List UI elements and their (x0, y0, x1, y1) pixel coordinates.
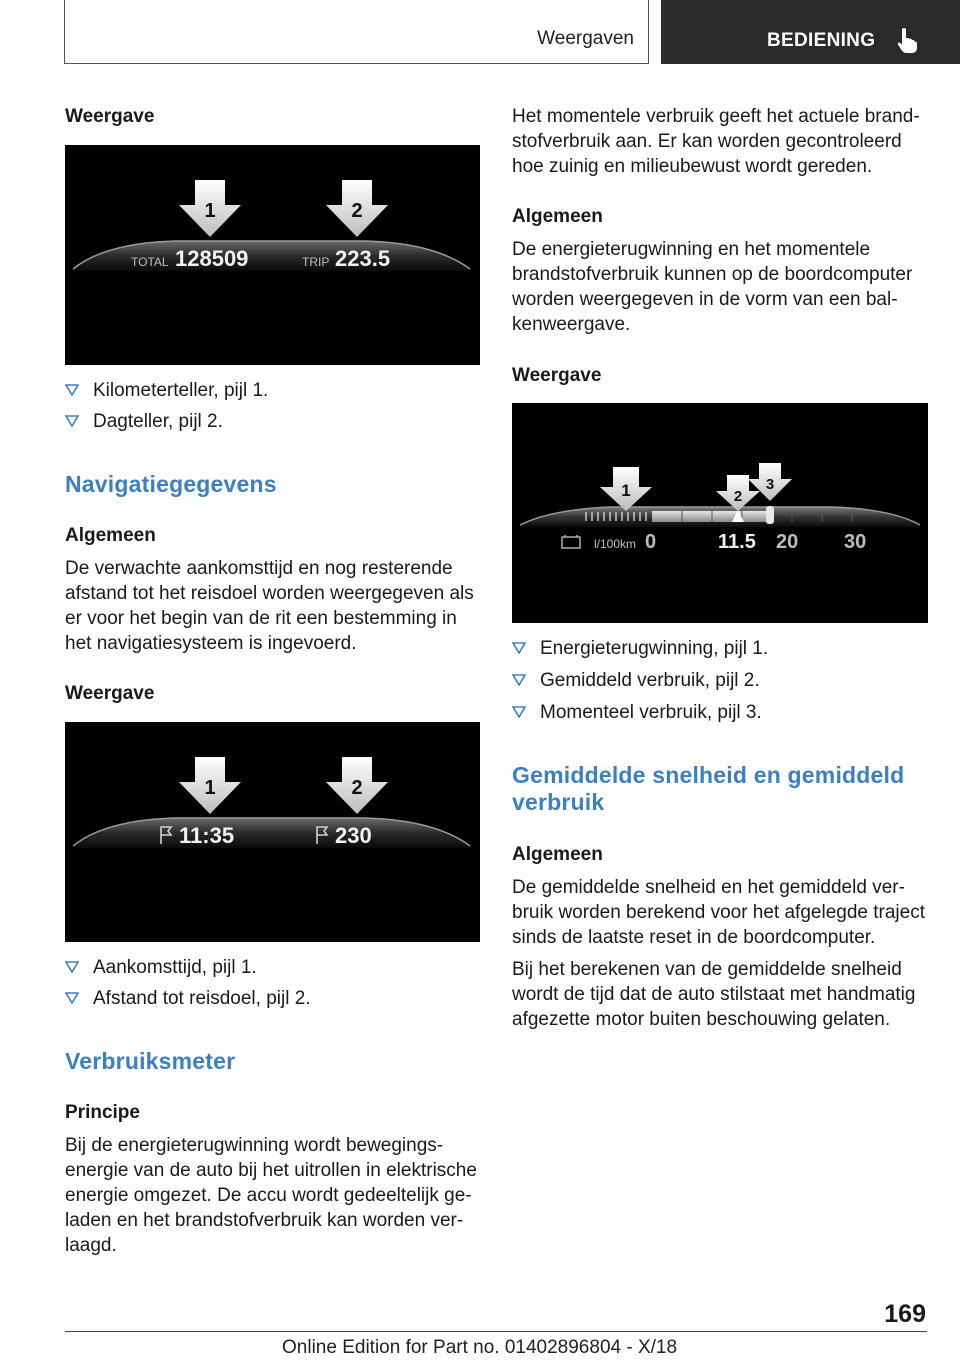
distance-value: 230 (335, 823, 372, 848)
arrow-2-label: 2 (351, 777, 363, 799)
principle-text: Bij de energieterugwinning wordt bewegingsenergie van de auto bij het uitrollen in elektrische energie omgezet. De accu wordt gedeeltelijk geladen en het brandstofverbruik kan worden verlaagd. (65, 1135, 477, 1256)
display-label: Weergave (65, 683, 155, 704)
triangle-bullet-icon (65, 961, 79, 973)
header-chapter-title: BEDIENING (767, 30, 876, 51)
odometer-figure (65, 145, 480, 365)
triangle-bullet-icon (65, 384, 79, 396)
arrow-3-label: 3 (765, 476, 775, 493)
section-heading-average-line1: Gemiddelde snelheid en gemiddeld (512, 762, 905, 788)
trip-label: TRIP (302, 255, 330, 269)
intro-text: Het momentele verbruik geeft het actuele brandstofverbruik aan. Er kan worden gecontroleerd hoe zuinig en milieubewust wordt gereden. (512, 106, 920, 177)
list-item-text: Gemiddeld verbruik, pijl 2. (540, 670, 760, 691)
arrow-2-label: 2 (733, 488, 743, 505)
consumption-value: 11.5 (718, 531, 756, 553)
consumption-figure (512, 403, 928, 623)
average-text-2: Bij het berekenen van de gemiddelde snelheid wordt de tijd dat de auto stilstaat met handmatig afgezette motor buiten beschouwing gelaten. (512, 959, 916, 1030)
current-marker-icon (766, 506, 774, 524)
header-section-box (64, 0, 649, 64)
list-item (65, 410, 223, 434)
list-item (65, 987, 311, 1011)
total-label: TOTAL (131, 255, 169, 269)
footer-edition: Online Edition for Part no. 01402896804 - X/18 (282, 1337, 678, 1358)
section-heading-average-line2: verbruik (512, 789, 605, 815)
subheading-general: Algemeen (512, 844, 603, 865)
arrow-1-label: 1 (204, 777, 216, 799)
triangle-bullet-icon (512, 642, 526, 654)
list-item-text: Energieterugwinning, pijl 1. (540, 638, 769, 659)
trip-value: 223.5 (335, 246, 391, 271)
list-item (512, 669, 760, 693)
triangle-bullet-icon (512, 706, 526, 718)
pointing-hand-icon (895, 26, 919, 54)
arrow-1-label: 1 (621, 481, 631, 500)
display-label: Weergave (65, 106, 155, 127)
scale-label-20: 20 (776, 531, 799, 553)
list-item (512, 701, 762, 725)
subheading-general: Algemeen (512, 206, 603, 227)
triangle-bullet-icon (65, 415, 79, 427)
triangle-bullet-icon (512, 674, 526, 686)
total-value: 128509 (175, 246, 249, 271)
footer-divider (65, 1331, 927, 1332)
navigation-text: De verwachte aankomsttijd en nog resterende afstand tot het reisdoel worden weergegeven als er voor het begin van de rit een bestemming in het navigatiesysteem is ingevoerd. (65, 558, 474, 654)
display-label: Weergave (512, 365, 602, 386)
navigation-figure (65, 722, 480, 942)
general-text: De energieterugwinning en het momentele brandstofverbruik kunnen op de boordcomputer worden weergegeven in de vorm van een balkenweergave. (512, 239, 913, 335)
list-item-text: Momenteel verbruik, pijl 3. (540, 702, 762, 723)
arrow-1-label: 1 (204, 200, 216, 222)
subheading-principle: Principe (65, 1102, 140, 1123)
subheading-general: Algemeen (65, 525, 156, 546)
list-item (512, 637, 768, 661)
header-section-title: Weergaven (537, 28, 634, 49)
scale-label-30: 30 (844, 531, 867, 553)
scale-label-0: 0 (645, 531, 657, 553)
list-item-text: Dagteller, pijl 2. (93, 411, 223, 432)
list-item (65, 379, 268, 403)
list-item-text: Kilometerteller, pijl 1. (93, 380, 269, 401)
arrival-time-value: 11:35 (179, 823, 235, 848)
list-item-text: Aankomsttijd, pijl 1. (93, 957, 257, 978)
average-text-1: De gemiddelde snelheid en het gemiddeld verbruik worden berekend voor het afgelegde traject sinds de laatste reset in de boordcomputer. (512, 877, 925, 948)
unit-label: l/100km (594, 537, 637, 551)
arrow-2-label: 2 (351, 200, 363, 222)
header-chapter-box (661, 0, 960, 64)
list-item (65, 956, 257, 980)
page-number: 169 (884, 1300, 926, 1328)
list-item-text: Afstand tot reisdoel, pijl 2. (93, 988, 311, 1009)
triangle-bullet-icon (65, 992, 79, 1004)
section-heading-consumption-meter: Verbruiksmeter (65, 1048, 236, 1074)
section-heading-navigation: Navigatiegegevens (65, 471, 277, 497)
